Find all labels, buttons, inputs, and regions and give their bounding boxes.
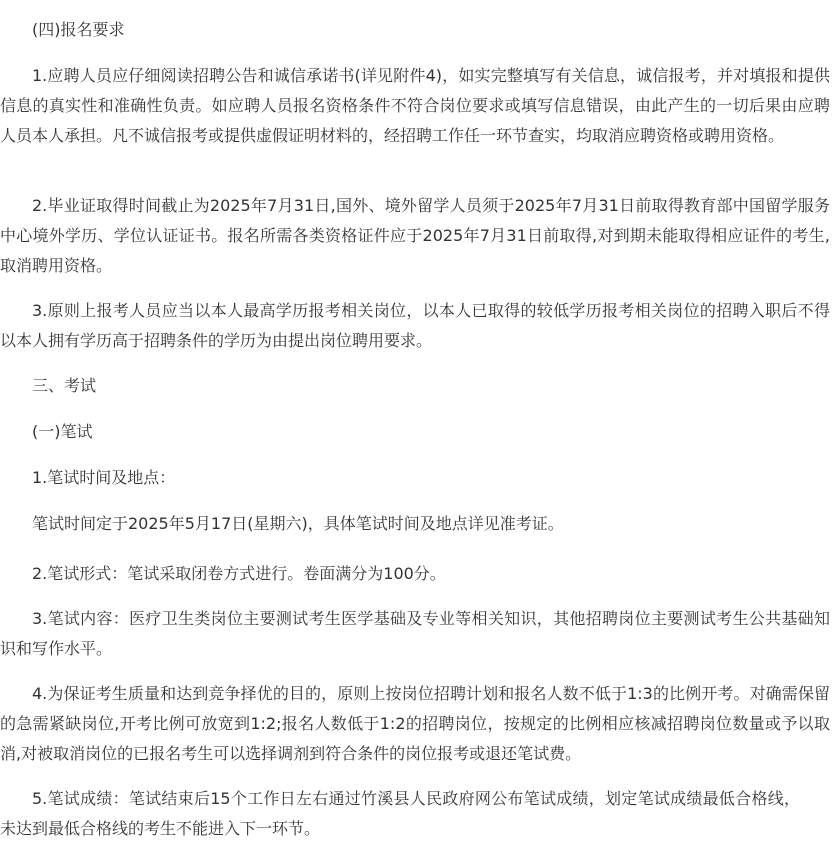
paragraph-requirement-2: 2.毕业证取得时间截止为2025年7月31日,国外、境外留学人员须于2025年7月31日前取得教育部中国留学服务中心境外学历、学位认证证书。报名所需各类资格证件应于2025年7月31日前取得,对到期未能取得相应证件的考生,取消聘用资格。 [0, 196, 830, 275]
paragraph-requirement-3: 3.原则上报考人员应当以本人最高学历报考相关岗位，以本人已取得的较低学历报考相关岗位的招聘入职后不得以本人拥有学历高于招聘条件的学历为由提出岗位聘用要求。 [0, 301, 830, 350]
section-heading-registration-requirements: (四)报名要求 [32, 20, 125, 39]
paragraph-exam-time-location-label: 1.笔试时间及地点： [32, 468, 176, 487]
paragraph-exam-time-location: 笔试时间定于2025年5月17日(星期六)，具体笔试时间及地点详见准考证。 [32, 514, 564, 533]
paragraph-exam-score: 5.笔试成绩：笔试结束后15个工作日左右通过竹溪县人民政府网公布笔试成绩，划定笔试成绩最低合格线，未达到最低合格线的考生不能进入下一环节。 [0, 789, 800, 838]
paragraph-exam-ratio: 4.为保证考生质量和达到竞争择优的目的，原则上按岗位招聘计划和报名人数不低于1:3的比例开考。对确需保留的急需紧缺岗位,开考比例可放宽到1:2;报名人数低于1:2的招聘岗位，按规定的比例相应核减招聘岗位数量或予以取消,对被取消岗位的已报名考生可以选择调剂到符合条件的岗位报考或退还笔试费。 [0, 684, 830, 763]
section-heading-exam: 三、考试 [32, 376, 97, 395]
paragraph-exam-format: 2.笔试形式：笔试采取闭卷方式进行。卷面满分为100分。 [32, 564, 446, 583]
paragraph-exam-content: 3.笔试内容：医疗卫生类岗位主要测试考生医学基础及专业等相关知识，其他招聘岗位主要测试考生公共基础知识和写作水平。 [0, 609, 830, 658]
paragraph-requirement-1: 1.应聘人员应仔细阅读招聘公告和诚信承诺书(详见附件4)，如实完整填写有关信息，诚信报考，并对填报和提供信息的真实性和准确性负责。如应聘人员报名资格条件不符合岗位要求或填写信息错误，由此产生的一切后果由应聘人员本人承担。凡不诚信报考或提供虚假证明材料的，经招聘工作任一环节查实，均取消应聘资格或聘用资格。 [0, 66, 830, 145]
subsection-heading-written-exam: (一)笔试 [32, 422, 93, 441]
